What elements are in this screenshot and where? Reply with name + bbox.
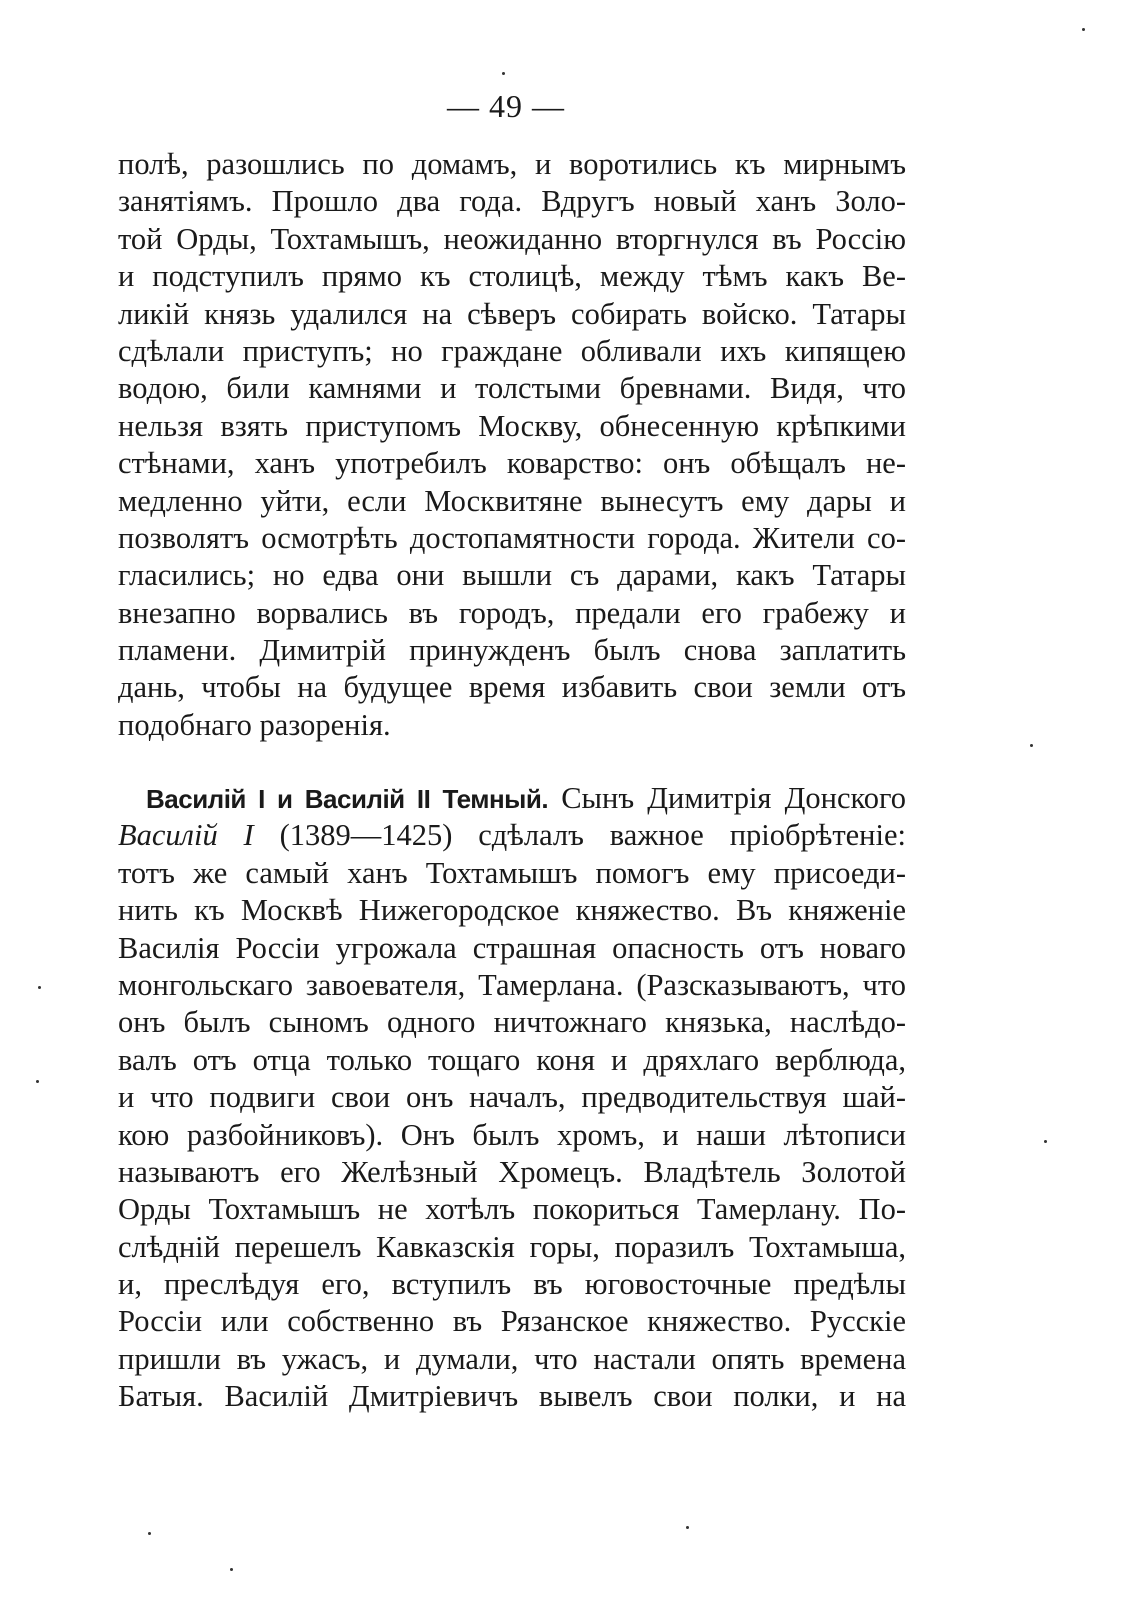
text-line: той Орды, Тохтамышъ, неожиданно вторгнулся въ Россію — [118, 221, 906, 256]
scan-speck — [502, 72, 505, 75]
italic-name: Василій I — [118, 818, 254, 853]
text-line: и подступилъ прямо къ столицѣ, между тѣмъ какъ Ве- — [118, 259, 906, 294]
text-line: и что подвиги свои онъ началъ, предводительствуя шай- — [118, 1080, 906, 1115]
text-line: Орды Тохтамышъ не хотѣлъ покориться Тамерлану. По- — [118, 1192, 906, 1227]
text-line: пламени. Димитрій принужденъ былъ снова заплатить — [118, 633, 906, 668]
text-line: ликій князь удалился на сѣверъ собирать войско. Татары — [118, 296, 906, 331]
text-line: тотъ же самый ханъ Тохтамышъ помогъ ему присоеди- — [118, 855, 906, 890]
text-line: пришли въ ужасъ, и думали, что настали опять времена — [118, 1341, 906, 1376]
scan-speck — [1044, 1140, 1047, 1143]
scan-speck — [686, 1526, 689, 1529]
text-line: занятіямъ. Прошло два года. Вдругъ новый ханъ Золо- — [118, 184, 906, 219]
text-line: сдѣлали приступъ; но граждане обливали ихъ кипящею — [118, 333, 906, 368]
scan-speck — [1082, 28, 1085, 31]
text-line: полѣ, разошлись по домамъ, и воротились къ мирнымъ — [118, 147, 906, 181]
text-line: стѣнами, ханъ употребилъ коварство: онъ обѣщалъ не- — [118, 446, 906, 481]
scan-speck — [148, 1532, 151, 1535]
text-line: дань, чтобы на будущее время избавить свои земли отъ — [118, 670, 906, 705]
text-line: гласились; но едва они вышли съ дарами, какъ Татары — [118, 558, 906, 593]
text-line: монгольскаго завоевателя, Тамерлана. (Разсказываютъ, что — [118, 967, 906, 1002]
page-number: — 49 — — [447, 88, 565, 124]
text-fragment: Сынъ Димитрія Донского — [561, 781, 906, 815]
section-heading: Василій I и Василій II Темный. — [146, 784, 549, 814]
text-line: называютъ его Желѣзный Хромецъ. Владѣтель Золотой — [118, 1154, 906, 1189]
text-line: медленно уйти, если Москвитяне вынесутъ ему дары и — [118, 483, 906, 518]
text-line: Россіи или собственно въ Рязанское княжество. Русскіе — [118, 1304, 906, 1339]
text-line: кою разбойниковъ). Онъ былъ хромъ, и наши лѣтописи — [118, 1117, 906, 1152]
text-fragment: (1389—1425) сдѣлалъ важное пріобрѣтеніе: — [279, 818, 906, 853]
text-line: подобнаго разоренія. — [118, 707, 391, 742]
scan-speck — [36, 1080, 39, 1083]
scan-speck — [230, 1568, 233, 1571]
paragraph-2 — [118, 780, 906, 1416]
text-line: и, преслѣдуя его, вступилъ въ юговосточные предѣлы — [118, 1267, 906, 1302]
text-line: Батыя. Василій Дмитріевичъ вывелъ свои полки, и на — [118, 1379, 906, 1414]
scan-speck — [38, 986, 41, 989]
text-line: Василія Россіи угрожала страшная опасность отъ новаго — [118, 930, 906, 965]
heading-line — [118, 780, 906, 817]
text-line: валъ отъ отца только тощаго коня и дряхлаго верблюда, — [118, 1042, 906, 1077]
paragraph-1 — [118, 146, 906, 744]
text-line: внезапно ворвались въ городъ, предали его грабежу и — [118, 595, 906, 630]
text-line: водою, били камнями и толстыми бревнами. Видя, что — [118, 371, 906, 406]
text-line — [118, 817, 906, 854]
text-line: онъ былъ сыномъ одного ничтожнаго князька, наслѣдо- — [118, 1005, 906, 1040]
scan-speck — [1030, 744, 1033, 747]
text-line: слѣдній перешелъ Кавказскія горы, поразилъ Тохтамыша, — [118, 1229, 906, 1264]
text-line: нельзя взять приступомъ Москву, обнесенную крѣпкими — [118, 408, 906, 443]
text-line: нить къ Москвѣ Нижегородское княжество. Въ княженіе — [118, 893, 906, 928]
text-line: позволятъ осмотрѣть достопамятности города. Жители со- — [118, 520, 906, 555]
